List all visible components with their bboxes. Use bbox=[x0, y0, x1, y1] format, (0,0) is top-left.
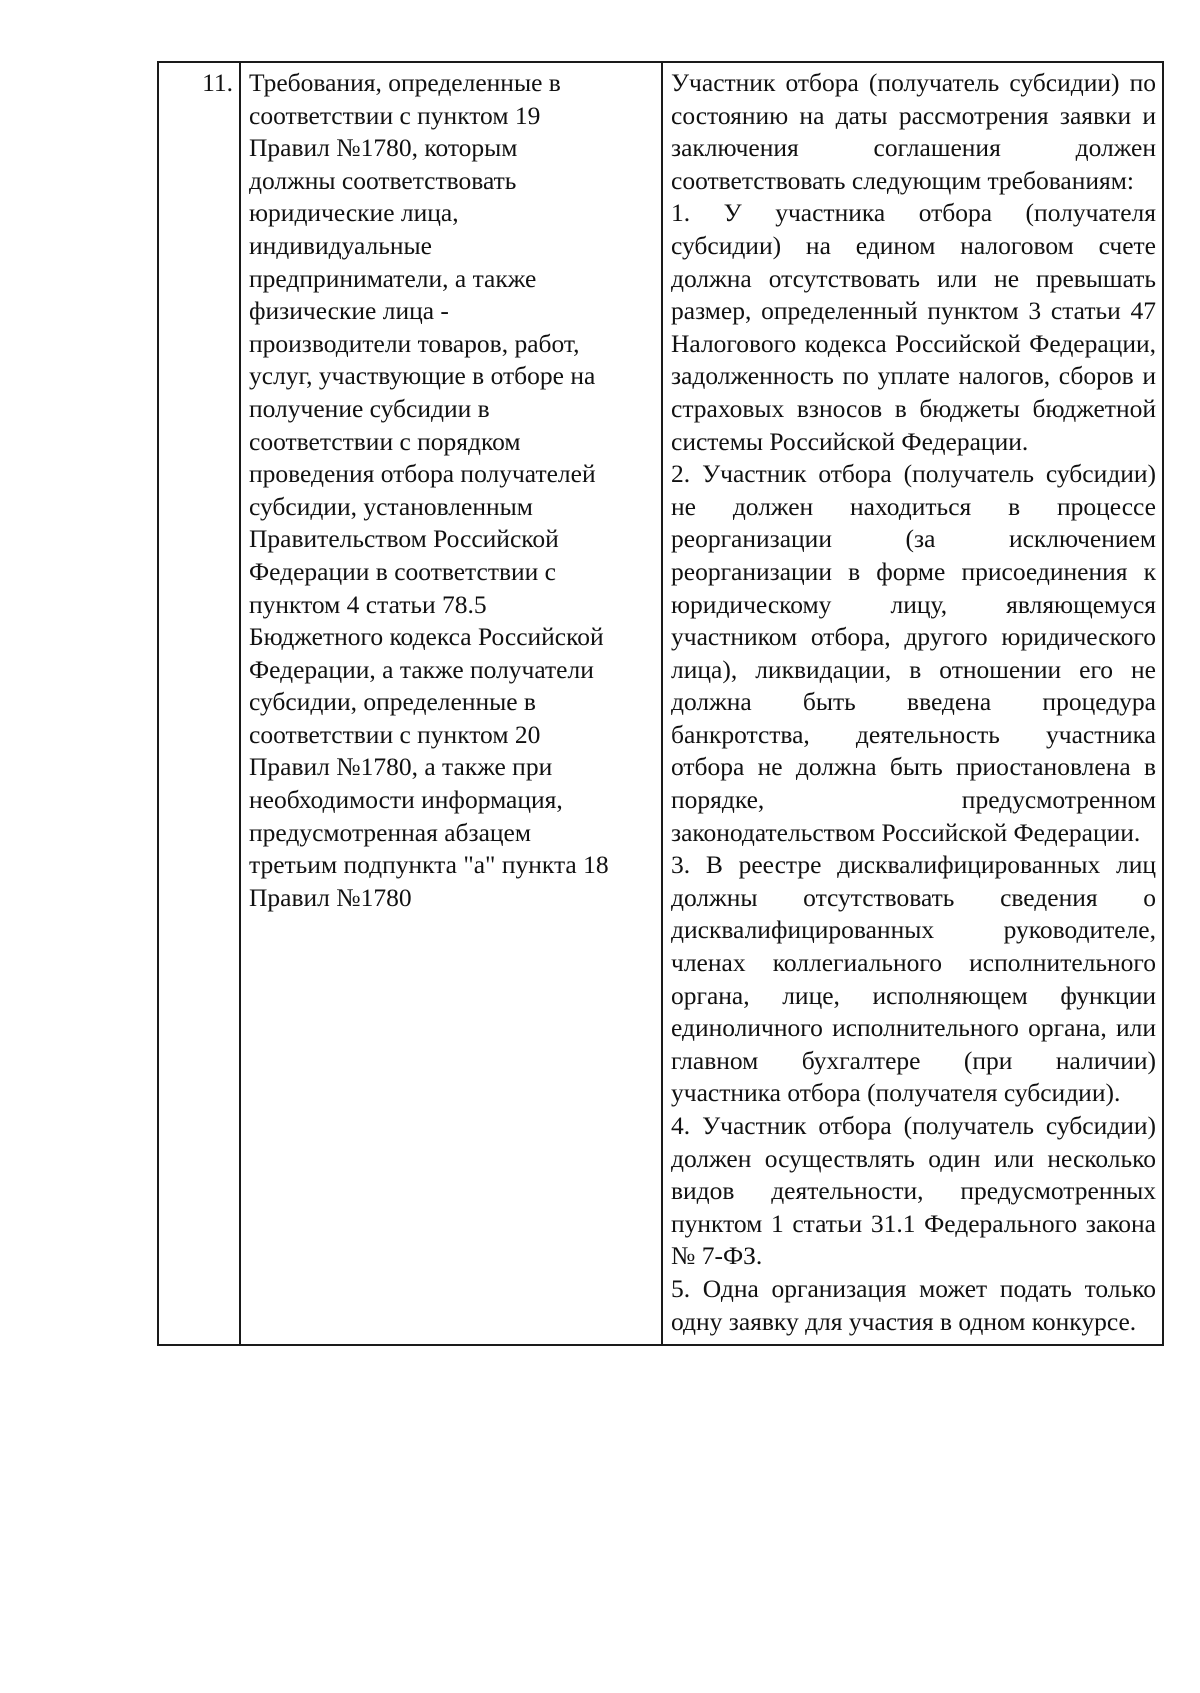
condition-item-1: 1. У участника отбора (получателя субсидии) на едином налоговом счете должна отсутствовать или не превышать размер, определенный пунктом 3 статьи 47 Налогового кодекса Российской Федерации, задолженность по уплате налогов, сборов и страховых взносов в бюджеты бюджетной системы Российской Федерации. bbox=[671, 198, 1156, 456]
condition-item-3: 3. В реестре дисквалифицированных лиц должны отсутствовать сведения о дисквалифицированных руководителе, членах коллегиального исполнительного органа, лице, исполняющем функции единоличного исполнительного органа, или главном бухгалтере (при наличии) участника отбора (получателя субсидии). bbox=[671, 850, 1156, 1108]
table-row bbox=[158, 62, 1163, 1345]
requirements-table bbox=[157, 61, 1164, 1346]
condition-item-5: 5. Одна организация может подать только одну заявку для участия в одном конкурсе. bbox=[671, 1273, 1156, 1336]
condition-item-4: 4. Участник отбора (получатель субсидии) должен осуществлять один или несколько видов деятельности, предусмотренных пунктом 1 статьи 31.1 Федерального закона № 7-ФЗ. bbox=[671, 1111, 1156, 1271]
conditions-intro-paragraph: Участник отбора (получатель субсидии) по состоянию на даты рассмотрения заявки и заключения соглашения должен соответствовать следующим требованиям: bbox=[671, 68, 1156, 195]
row-number-cell: 11. bbox=[158, 62, 240, 1345]
requirement-description-cell: Требования, определенные в соответствии с пунктом 19 Правил №1780, которым должны соответствовать юридические лица, индивидуальные предприниматели, а также физические лица - производители товаров, работ, услуг, участвующие в отборе на получение субсидии в соответствии с порядком проведения отбора получателей субсидии, установленным Правительством Российской Федерации в соответствии с пунктом 4 статьи 78.5 Бюджетного кодекса Российской Федерации, а также получатели субсидии, определенные в соответствии с пунктом 20 Правил №1780, а также при необходимости информация, предусмотренная абзацем третьим подпункта "а" пункта 18 Правил №1780 bbox=[240, 62, 662, 1345]
conditions-cell bbox=[662, 62, 1163, 1345]
condition-item-2: 2. Участник отбора (получатель субсидии) не должен находиться в процессе реорганизации (за исключением реорганизации в форме присоединения к юридическому лицу, являющемуся участником отбора, другого юридического лица), ликвидации, в отношении его не должна быть введена процедура банкротства, деятельность участника отбора не должна быть приостановлена в порядке, предусмотренном законодательством Российской Федерации. bbox=[671, 459, 1156, 847]
